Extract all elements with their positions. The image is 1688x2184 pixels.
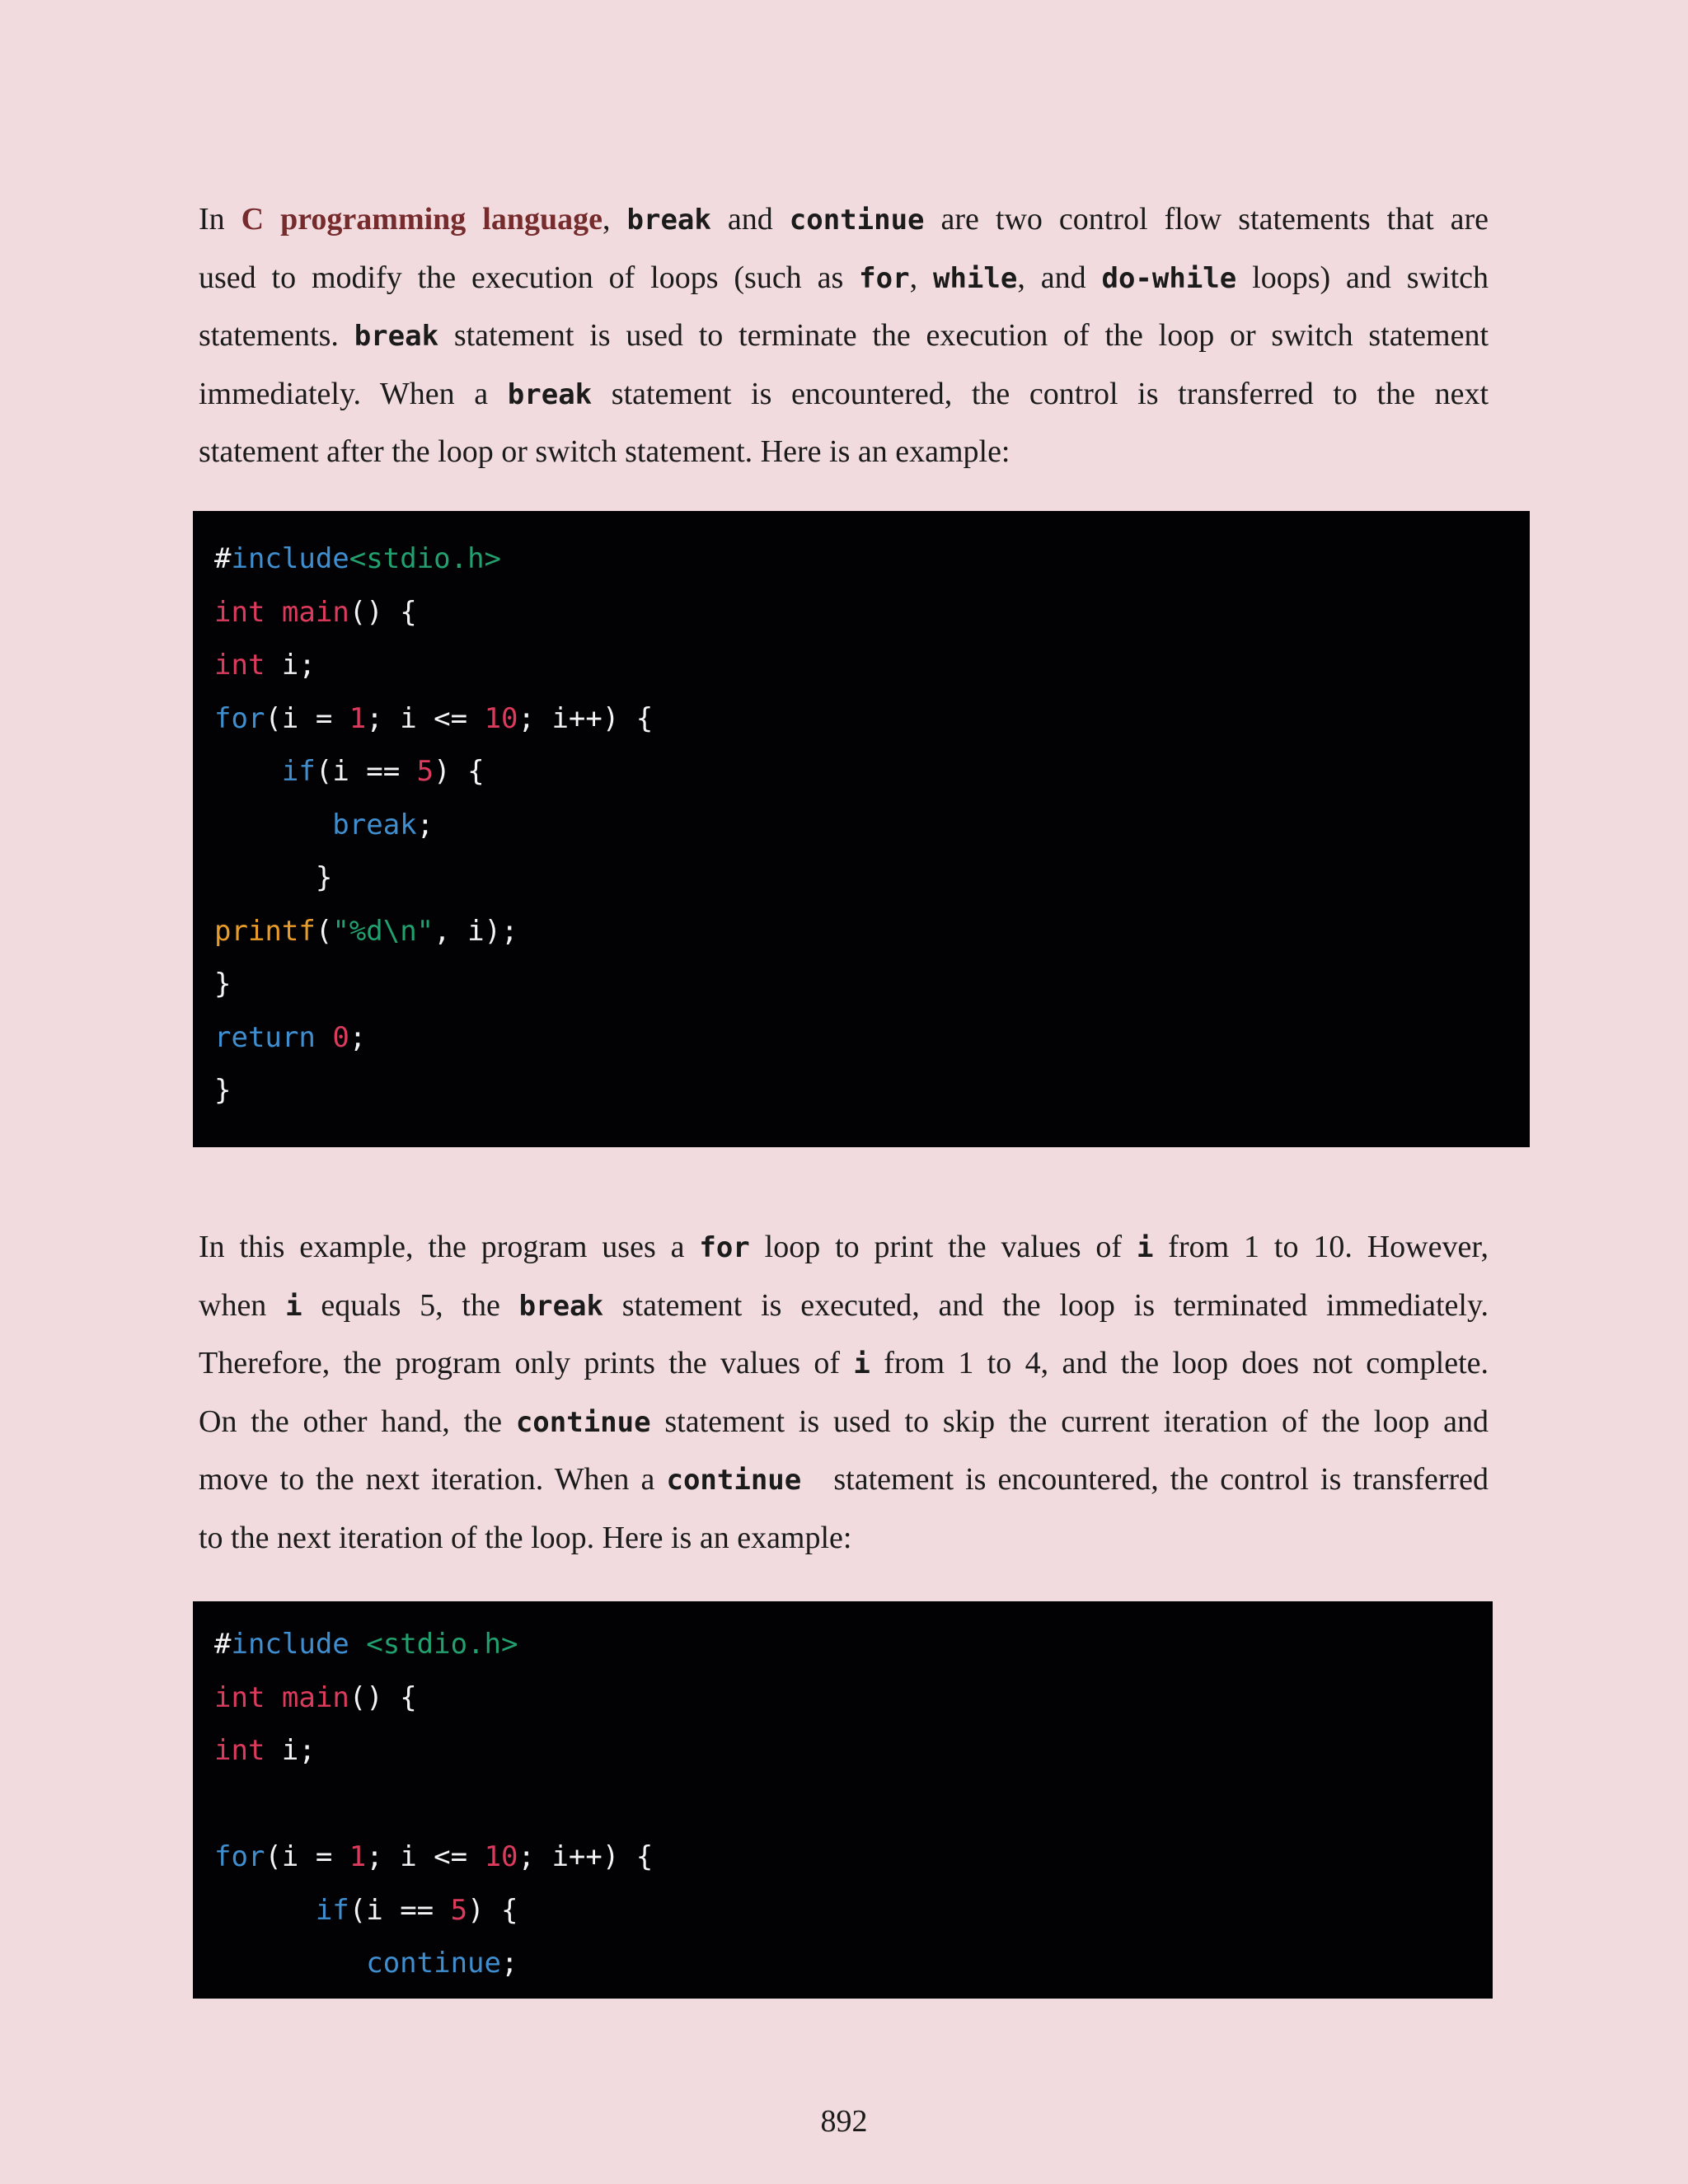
code-token: if <box>315 1893 349 1927</box>
keyword: break <box>626 204 711 237</box>
keyword: i <box>1136 1231 1154 1264</box>
text-line: used to modify the execution of loops (such as for, while, and do-while loops) and switch <box>199 260 1489 295</box>
code-line <box>214 586 1530 640</box>
code-token: int <box>214 1734 265 1767</box>
code-line <box>214 1884 1493 1938</box>
code-token: # <box>214 542 232 575</box>
keyword: i <box>285 1289 302 1323</box>
code-line <box>214 1618 1493 1671</box>
code-token: include <box>231 542 349 575</box>
code-token: "%d\n" <box>332 914 434 948</box>
code-token: return <box>214 1020 316 1054</box>
code-line <box>214 958 1530 1011</box>
code-token: () { <box>349 595 417 629</box>
keyword: break <box>518 1289 603 1323</box>
code-line <box>214 1671 1493 1725</box>
code-token: ; <box>349 1020 367 1054</box>
code-token <box>214 755 282 788</box>
code-line <box>214 1724 1493 1778</box>
code-token: } <box>214 861 333 894</box>
code-token <box>214 808 332 841</box>
code-line <box>214 799 1530 852</box>
code-token: ; <box>416 808 434 841</box>
code-token: ; i <= <box>366 1840 485 1873</box>
code-token: , i); <box>434 914 518 948</box>
code-token: (i == <box>315 755 417 788</box>
code-token <box>265 596 281 629</box>
code-token: <stdio.h> <box>366 1628 518 1661</box>
code-line <box>214 1778 1493 1831</box>
code-token <box>316 1021 332 1054</box>
code-token: for <box>214 1840 265 1873</box>
code-token: ; i++) { <box>518 1840 654 1873</box>
code-line <box>214 1011 1530 1065</box>
code-token: } <box>214 968 232 1001</box>
code-token: printf <box>214 914 316 948</box>
text-line: statements. break statement is used to terminate the execution of the loop or switch statement <box>199 318 1489 354</box>
code-block-continue-example <box>193 1601 1493 1999</box>
code-block-break-example <box>193 511 1530 1147</box>
code-token: ) { <box>467 1893 518 1927</box>
keyword: do-while <box>1101 261 1237 295</box>
code-token: for <box>214 701 265 735</box>
code-line <box>214 1830 1493 1884</box>
text-line: immediately. When a break statement is encountered, the control is transferred to the next <box>199 376 1489 411</box>
code-token: } <box>214 1074 232 1107</box>
code-token: (i = <box>265 1840 349 1873</box>
text-line: when i equals 5, the break statement is executed, and the loop is terminated immediately. <box>199 1287 1489 1323</box>
code-token: 0 <box>332 1020 349 1054</box>
code-token: 5 <box>416 755 434 788</box>
code-token: int <box>214 1680 265 1714</box>
code-token: ) { <box>434 755 485 788</box>
code-token: 5 <box>450 1893 468 1927</box>
code-token: int <box>214 595 265 629</box>
code-token: int <box>214 649 265 682</box>
keyword: while <box>932 261 1018 295</box>
text-line: statement after the loop or switch statement. Here is an example: <box>199 434 1010 470</box>
code-token: ( <box>315 914 333 948</box>
keyword: continue <box>666 1464 823 1497</box>
code-token: 1 <box>349 1840 367 1873</box>
text-line: On the other hand, the continue statement is used to skip the current iteration of the loop and <box>199 1404 1489 1439</box>
code-token: (i = <box>265 701 349 735</box>
code-token: 10 <box>484 1840 518 1873</box>
text-line: In C programming language, break and continue are two control flow statements that are <box>199 202 1489 237</box>
code-token: ; i++) { <box>518 701 654 735</box>
highlight-term: C programming language <box>241 202 603 237</box>
keyword: break <box>507 377 593 411</box>
keyword: continue <box>515 1405 651 1439</box>
code-line <box>214 745 1530 799</box>
code-token <box>214 1894 316 1927</box>
keyword: for <box>859 261 910 295</box>
code-token: # <box>214 1628 232 1661</box>
code-line <box>214 532 1530 586</box>
code-token: ; <box>501 1947 518 1980</box>
code-token: if <box>281 755 316 788</box>
code-token: () { <box>349 1680 417 1714</box>
text-line: In this example, the program uses a for loop to print the values of i from 1 to 10. However, <box>199 1230 1489 1264</box>
page-number: 892 <box>820 2104 868 2139</box>
code-token: (i == <box>349 1893 451 1927</box>
code-token: include <box>231 1628 349 1661</box>
text-line: Therefore, the program only prints the values of i from 1 to 4, and the loop does not complete. <box>199 1346 1489 1381</box>
code-line <box>214 1064 1530 1118</box>
paragraph-explanation <box>199 1219 1489 1568</box>
code-token <box>349 1628 366 1661</box>
paragraph-intro <box>199 191 1489 481</box>
code-line <box>214 1937 1493 1990</box>
keyword: break <box>354 320 439 354</box>
code-line <box>214 851 1530 905</box>
code-token: break <box>332 808 417 841</box>
code-token: ; i <= <box>366 701 485 735</box>
code-line <box>214 905 1530 958</box>
keyword: i <box>853 1347 870 1381</box>
code-token: i; <box>265 1734 316 1767</box>
code-token: 10 <box>484 701 518 735</box>
code-token <box>265 1681 281 1714</box>
code-token: 1 <box>349 701 367 735</box>
code-token: main <box>281 1680 349 1714</box>
text-line: move to the next iteration. When a continue statement is encountered, the control is transferred <box>199 1462 1489 1497</box>
code-token: i; <box>265 649 316 682</box>
code-token: main <box>281 595 349 629</box>
code-line <box>214 639 1530 692</box>
keyword: continue <box>789 204 925 237</box>
code-token: continue <box>366 1947 501 1980</box>
code-line <box>214 692 1530 746</box>
code-token: <stdio.h> <box>349 542 502 575</box>
keyword: for <box>699 1231 750 1264</box>
code-token <box>214 1947 366 1980</box>
text-line: to the next iteration of the loop. Here is an example: <box>199 1520 852 1555</box>
